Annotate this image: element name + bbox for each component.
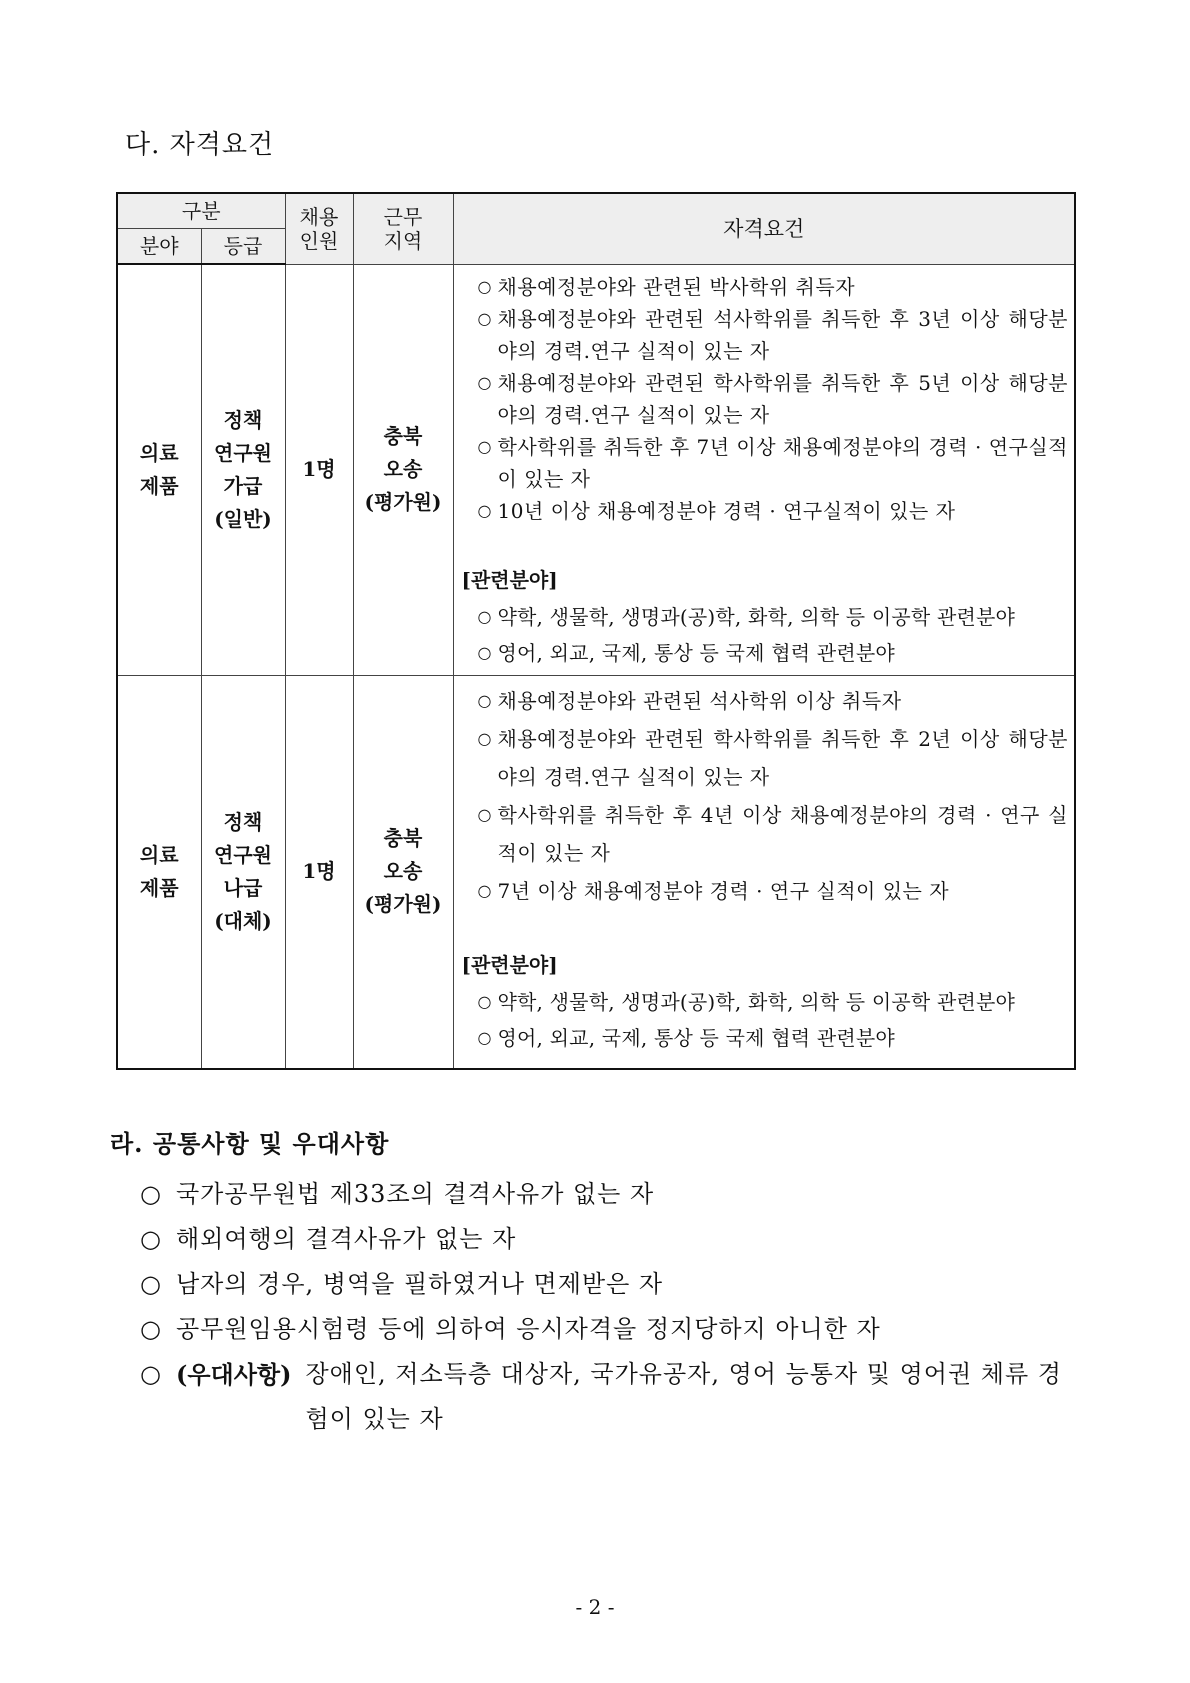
list-item: ○ 7년 이상 채용예정분야 경력 · 연구 실적이 있는 자 [477, 878, 950, 903]
row-region: 충북 오송 (평가원) [353, 264, 453, 675]
list-item: ○ 10년 이상 채용예정분야 경력 · 연구실적이 있는 자 [477, 498, 956, 523]
list-item: ○ 채용예정분야와 관련된 석사학위를 취득한 후 3년 이상 해당분야의 경력.연구 실적이 있는 자 [477, 306, 1068, 363]
page-number: - 2 - [575, 1595, 615, 1619]
preference-text: 장애인, 저소득층 대상자, 국가유공자, 영어 능통자 및 영어권 체류 경험이 있는 자 [305, 1360, 1062, 1433]
section-title-requirements: 다. 자격요건 [125, 130, 275, 160]
list-item: ○ 해외여행의 결격사유가 없는 자 [140, 1225, 517, 1253]
row-region: 충북 오송 (평가원) [353, 675, 453, 1069]
related-fields-title: [관련분야] [461, 567, 558, 592]
table-row [117, 675, 1075, 1069]
list-item: ○ 채용예정분야와 관련된 학사학위를 취득한 후 2년 이상 해당분야의 경력.연구 실적이 있는 자 [477, 726, 1068, 789]
row-grade: 정책 연구원 나급 (대체) [201, 675, 285, 1069]
preference-label: (우대사항) [176, 1360, 292, 1389]
header-grade: 등급 [201, 229, 285, 265]
list-item: ○ 국가공무원법 제33조의 결격사유가 없는 자 [140, 1180, 655, 1208]
row-count: 1명 [285, 264, 353, 675]
header-hire-count: 채용 인원 [285, 193, 353, 264]
header-requirements: 자격요건 [453, 193, 1075, 264]
list-item: ○ 학사학위를 취득한 후 4년 이상 채용예정분야의 경력 · 연구 실적이 있는 자 [477, 802, 1068, 865]
row-field: 의료 제품 [117, 264, 201, 675]
row-field: 의료 제품 [117, 675, 201, 1069]
related-fields-title: [관련분야] [461, 952, 558, 977]
table-row [117, 264, 1075, 675]
row-count: 1명 [285, 675, 353, 1069]
section-title-common: 라. 공통사항 및 우대사항 [110, 1129, 390, 1158]
preference-item: ○ (우대사항) 장애인, 저소득층 대상자, 국가유공자, 영어 능통자 및 영어권 체류 경험이 있는 자 [140, 1352, 1080, 1442]
list-item: ○ 영어, 외교, 국제, 통상 등 국제 협력 관련분야 [477, 640, 895, 665]
header-field: 분야 [117, 229, 201, 265]
header-work-region: 근무 지역 [353, 193, 453, 264]
list-item: ○ 채용예정분야와 관련된 박사학위 취득자 [477, 274, 856, 299]
common-requirements-list [140, 1172, 1080, 1442]
list-item: ○ 영어, 외교, 국제, 통상 등 국제 협력 관련분야 [477, 1025, 895, 1050]
row-grade: 정책 연구원 가급 (일반) [201, 264, 285, 675]
list-item: ○ 채용예정분야와 관련된 학사학위를 취득한 후 5년 이상 해당분야의 경력.연구 실적이 있는 자 [477, 370, 1068, 427]
list-item: ○ 학사학위를 취득한 후 7년 이상 채용예정분야의 경력 · 연구실적이 있는 자 [477, 434, 1068, 491]
header-gubun: 구분 [117, 193, 285, 229]
list-item: ○ 남자의 경우, 병역을 필하였거나 면제받은 자 [140, 1270, 664, 1298]
row-requirements [453, 264, 1075, 675]
list-item: ○ 약학, 생물학, 생명과(공)학, 화학, 의학 등 이공학 관련분야 [477, 604, 1016, 629]
list-item: ○ 채용예정분야와 관련된 석사학위 이상 취득자 [477, 688, 902, 713]
list-item: ○ 공무원임용시험령 등에 의하여 응시자격을 정지당하지 아니한 자 [140, 1315, 881, 1343]
row-requirements [453, 675, 1075, 1069]
requirements-table [116, 192, 1076, 1070]
list-item: ○ 약학, 생물학, 생명과(공)학, 화학, 의학 등 이공학 관련분야 [477, 989, 1016, 1014]
